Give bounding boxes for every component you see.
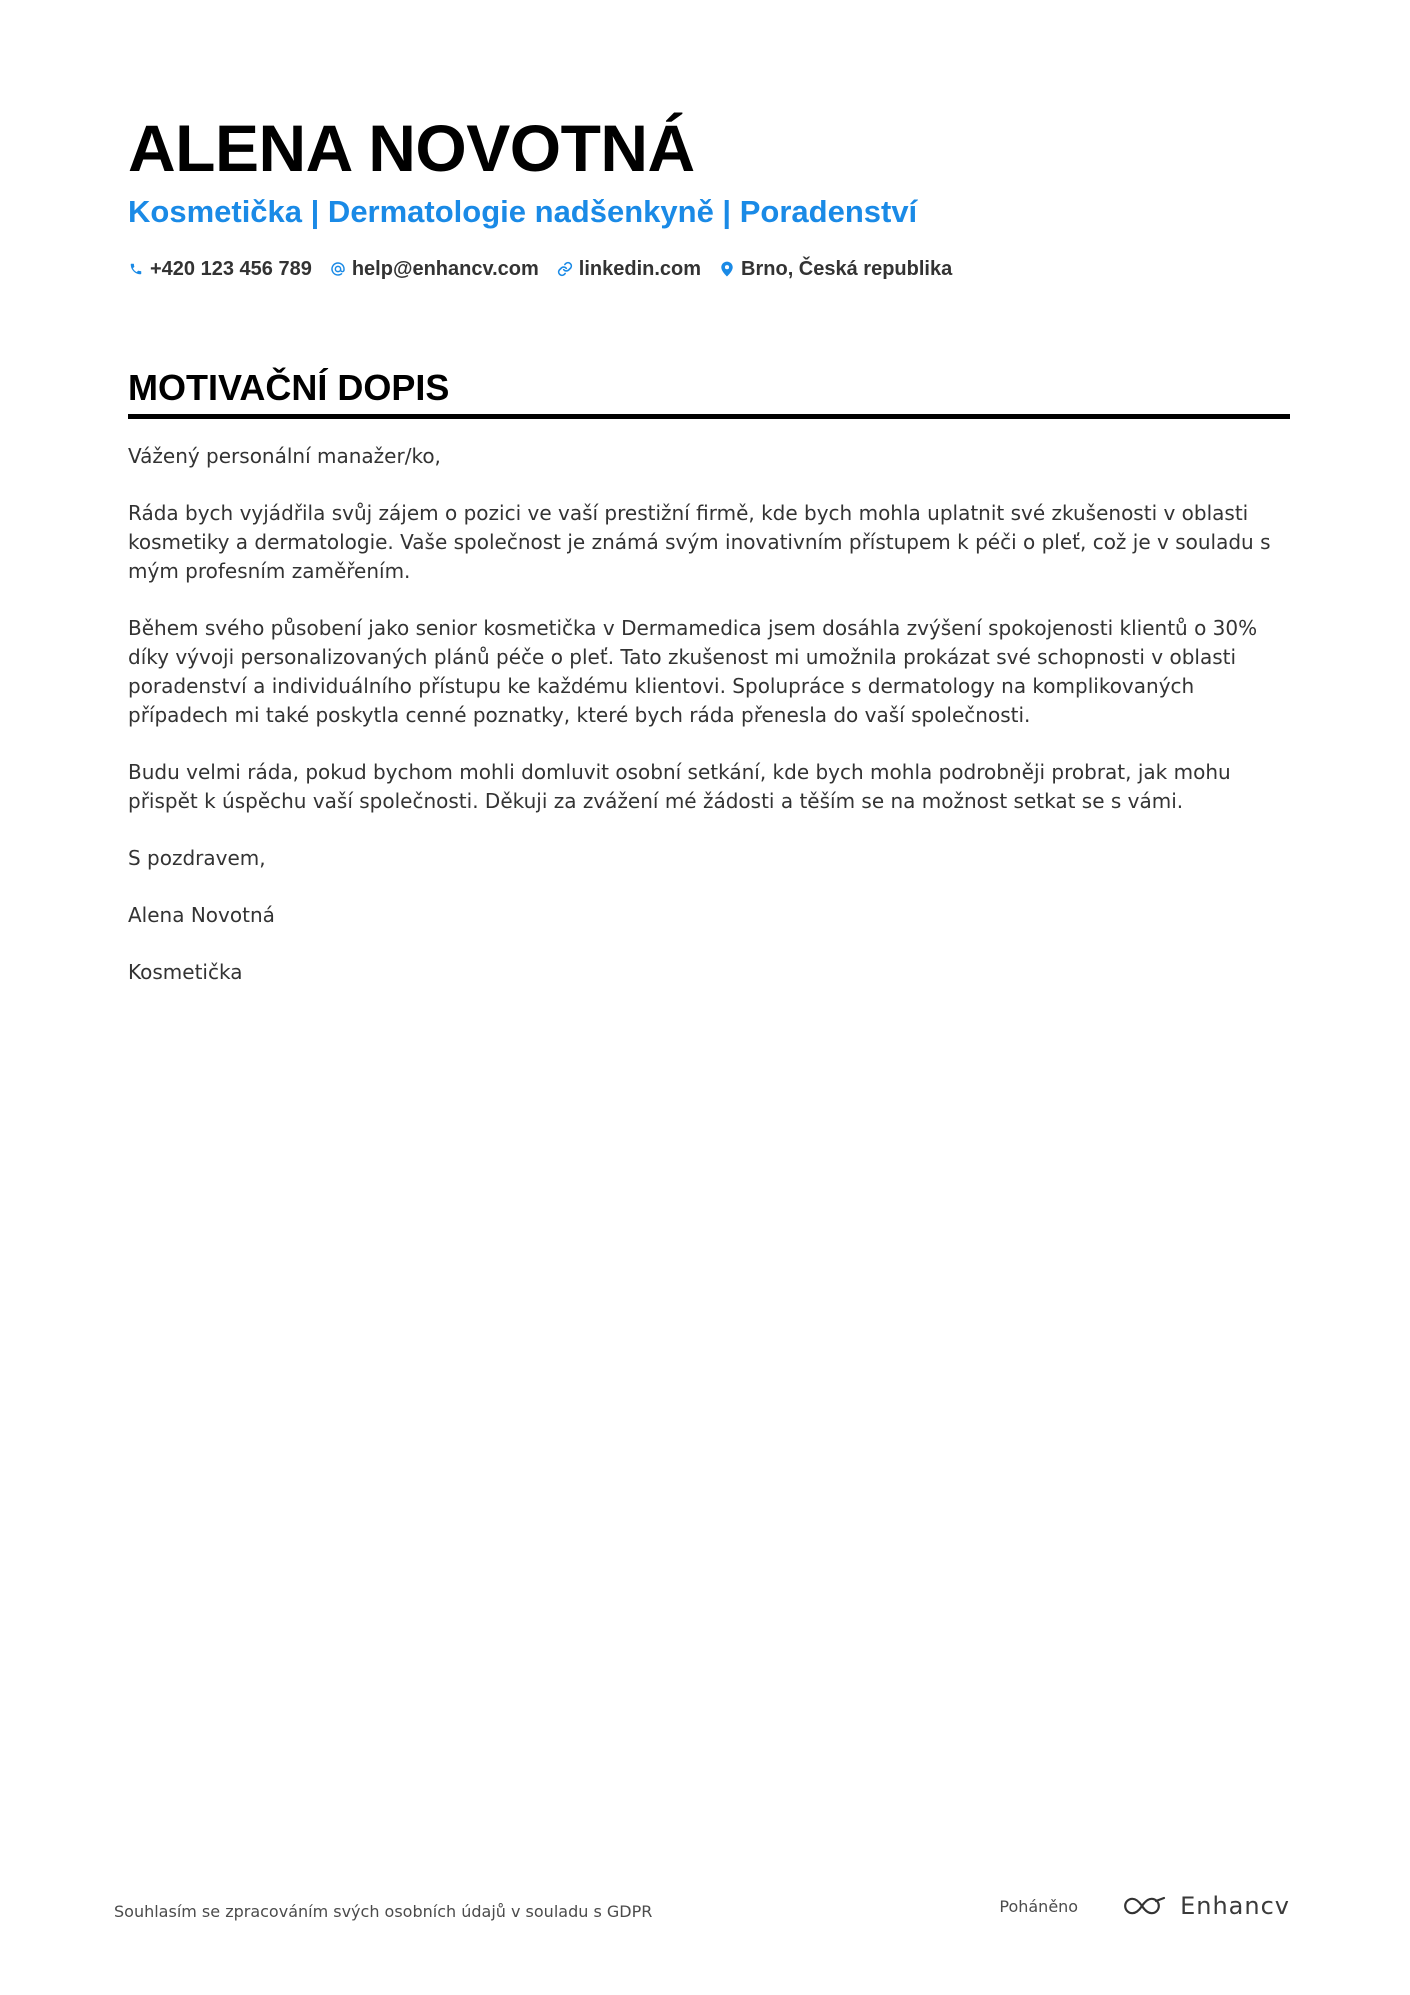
footer — [114, 1892, 1290, 1932]
signature-title: Kosmetička — [128, 960, 243, 984]
section-cover-letter — [128, 364, 1290, 419]
contact-bar — [128, 254, 952, 284]
candidate-name: ALENA NOVOTNÁ — [128, 111, 695, 185]
enhancv-logo-icon — [1122, 1894, 1168, 1918]
contact-location — [719, 254, 952, 284]
header — [128, 108, 1288, 280]
footer-branding — [999, 1892, 1290, 1920]
phone-icon — [128, 261, 144, 277]
location-pin-icon — [719, 261, 735, 277]
link-icon — [557, 261, 573, 277]
contact-location-text: Brno, Česká republika — [741, 258, 953, 280]
contact-linkedin[interactable] — [557, 254, 701, 284]
section-title: MOTIVAČNÍ DOPIS — [128, 367, 450, 408]
gdpr-consent: Souhlasím se zpracováním svých osobních údajů v souladu s GDPR — [114, 1902, 653, 1921]
contact-linkedin-text: linkedin.com — [578, 258, 702, 280]
powered-by-label: Poháněno — [999, 1897, 1079, 1916]
contact-phone-text: +420 123 456 789 — [150, 258, 312, 280]
brand-name: Enhancv — [1180, 1892, 1290, 1920]
contact-email[interactable] — [330, 254, 539, 284]
brand-link[interactable] — [1122, 1892, 1290, 1920]
letter-greeting: Vážený personální manažer/ko, — [128, 444, 441, 468]
contact-email-text: help@enhancv.com — [351, 258, 539, 280]
letter-paragraph: Budu velmi ráda, pokud bychom mohli domluvit osobní setkání, kde bych mohla podrobněji probrat, jak mohu přispět k úspěchu vaší společnosti. Děkuji za zvážení mé žádosti a těším se na možnost setkat se s vámi. — [128, 760, 1231, 813]
letter-closing: S pozdravem, — [128, 846, 266, 870]
letter-body — [128, 442, 1290, 1015]
candidate-headline: Kosmetička | Dermatologie nadšenkyně | Poradenství — [128, 194, 918, 229]
at-icon — [330, 261, 346, 277]
letter-paragraph: Během svého působení jako senior kosmetička v Dermamedica jsem dosáhla zvýšení spokojenosti klientů o 30% díky vývoji personalizovaných plánů péče o pleť. Tato zkušenost mi umožnila prokázat své schopnosti v oblasti poradenství a individuálního přístupu ke každému klientovi. Spolupráce s dermatology na komplikovaných případech mi také poskytla cenné poznatky, které bych ráda přenesla do vaší společnosti. — [128, 616, 1258, 727]
section-divider — [128, 414, 1290, 419]
letter-paragraph: Ráda bych vyjádřila svůj zájem o pozici ve vaší prestižní firmě, kde bych mohla uplatnit své zkušenosti v oblasti kosmetiky a dermatologie. Vaše společnost je známá svým inovativním přístupem k péči o pleť, což je v souladu s mým profesním zaměřením. — [128, 501, 1271, 583]
signature-name: Alena Novotná — [128, 903, 275, 927]
contact-phone — [128, 254, 312, 284]
